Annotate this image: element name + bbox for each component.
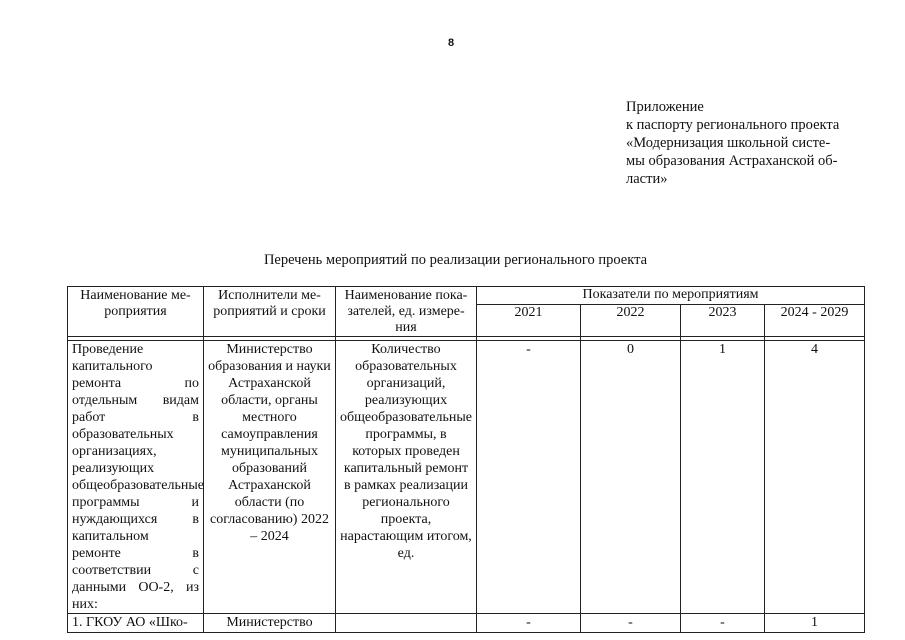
value-cell: 1	[681, 341, 765, 614]
header-year: 2022	[581, 304, 681, 336]
value-cell: 0	[581, 341, 681, 614]
document-title: Перечень мероприятий по реализации регионального проекта	[263, 252, 648, 268]
value-cell: 1	[765, 614, 865, 633]
executors-cell: Министерство образования и науки Астраханской области, органы местного самоуправления муниципальных образований Астраханской области (по согласованию) 2022 – 2024	[204, 341, 336, 614]
header-year: 2024 - 2029	[765, 304, 865, 336]
page-number: 8	[448, 37, 455, 49]
event-name-cell: Проведение капитального ремонта по отдельным видам работ в образовательных организациях, реализующих общеобразовательные программы и нуждающихся в капитальном ремонте в соответствии с данными ОО-2, из них:	[68, 341, 204, 614]
appendix-note	[626, 98, 866, 188]
value-cell: -	[477, 614, 581, 633]
appendix-line: к паспорту регионального проекта	[626, 117, 840, 133]
table-row	[68, 341, 865, 614]
table-row	[68, 614, 865, 633]
value-cell: -	[681, 614, 765, 633]
header-executors: Исполнители ме-роприятий и сроки	[204, 287, 336, 337]
value-cell: -	[477, 341, 581, 614]
header-indicator-name: Наименование пока-зателей, ед. измере-ния	[336, 287, 477, 337]
value-cell: 4	[765, 341, 865, 614]
indicator-cell: Количество образовательных организаций, реализующих общеобразовательные программы, в которых проведен капитальный ремонт в рамках реализации регионального проекта, нарастающим итогом, ед.	[336, 341, 477, 614]
appendix-line: «Модернизация школьной систе-	[626, 135, 831, 151]
appendix-line: ласти»	[626, 171, 668, 187]
events-table	[67, 286, 865, 633]
value-cell: -	[581, 614, 681, 633]
event-name-cell: 1. ГКОУ АО «Шко-	[68, 614, 204, 633]
header-indicators-group: Показатели по мероприятиям	[477, 287, 865, 305]
header-event-name: Наименование ме-роприятия	[68, 287, 204, 337]
indicator-cell	[336, 614, 477, 633]
header-year: 2023	[681, 304, 765, 336]
header-year: 2021	[477, 304, 581, 336]
executors-cell: Министерство	[204, 614, 336, 633]
appendix-line: Приложение	[626, 99, 704, 115]
appendix-line: мы образования Астраханской об-	[626, 153, 838, 169]
